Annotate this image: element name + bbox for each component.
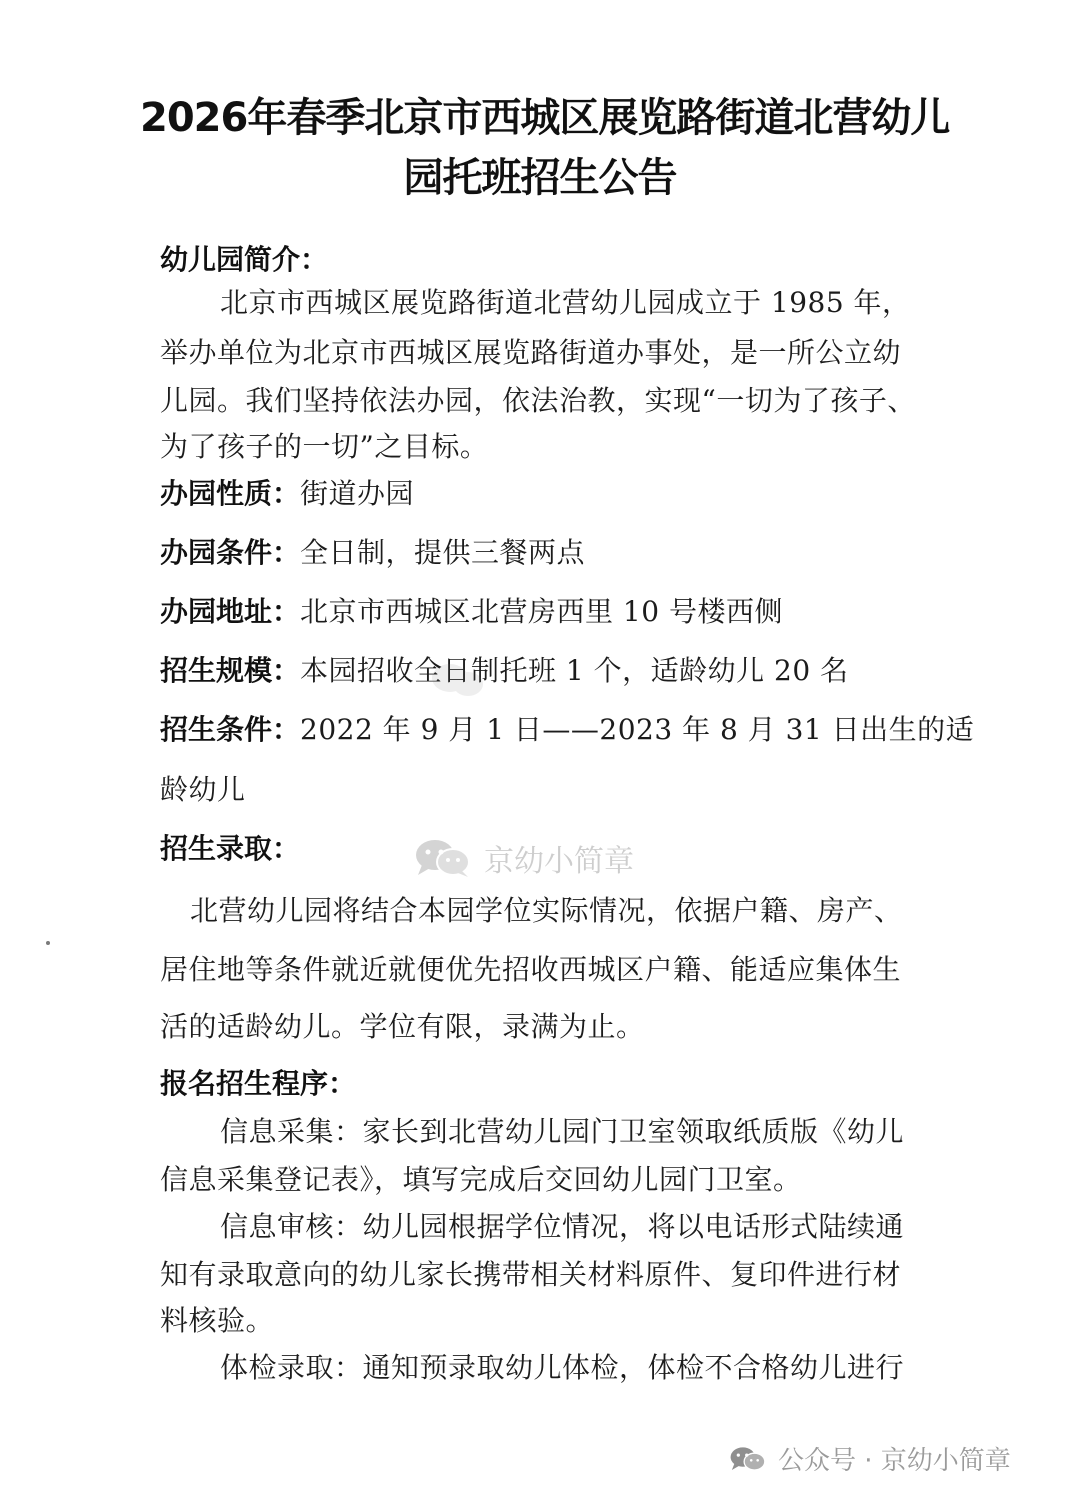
- conditions-value: 全日制，提供三餐两点: [300, 536, 586, 569]
- intro-line-4: 为了孩子的一切”之目标。: [160, 430, 489, 463]
- center-watermark: [412, 836, 634, 880]
- title-line-1: 2026年春季北京市西城区展览路街道北营幼儿: [140, 95, 950, 141]
- scan-dot: [46, 941, 50, 945]
- procedure-heading: 报名招生程序：: [160, 1067, 357, 1100]
- admission-line-1: 北营幼儿园将结合本园学位实际情况，依据户籍、房产、: [190, 894, 903, 927]
- wechat-icon: [428, 660, 488, 700]
- scale-label: 招生规模：: [160, 654, 301, 687]
- faint-watermark: [428, 660, 488, 704]
- conditions-label: 办园条件：: [160, 536, 301, 569]
- conditions-row: [160, 533, 585, 573]
- admission-heading: 招生录取：: [160, 832, 301, 865]
- intro-line-1: 北京市西城区展览路街道北营幼儿园成立于 1985 年，: [220, 286, 911, 319]
- wechat-icon: [412, 837, 474, 879]
- address-value: 北京市西城区北营房西里 10 号楼西侧: [300, 595, 783, 628]
- procedure-line-4: 知有录取意向的幼儿家长携带相关材料原件、复印件进行材: [160, 1258, 902, 1291]
- title-line-2: 园托班招生公告: [403, 155, 677, 201]
- procedure-line-2: 信息采集登记表》，填写完成后交回幼儿园门卫室。: [160, 1163, 802, 1196]
- requirement-value: 2022 年 9 月 1 日——2023 年 8 月 31 日出生的适: [300, 713, 975, 746]
- intro-line-3: 儿园。我们坚持依法办园，依法治教，实现“一切为了孩子、: [160, 384, 916, 417]
- intro-line-2: 举办单位为北京市西城区展览路街道办事处，是一所公立幼: [160, 336, 902, 369]
- footer-watermark: [728, 1440, 1011, 1477]
- address-label: 办园地址：: [160, 595, 301, 628]
- intro-heading: 幼儿园简介：: [160, 243, 329, 276]
- scale-value: 本园招收全日制托班 1 个，适龄幼儿 20 名: [300, 654, 849, 687]
- address-row: [160, 592, 783, 632]
- requirement-label: 招生条件：: [160, 713, 301, 746]
- footer-watermark-text: 公众号 · 京幼小简章: [778, 1446, 1011, 1476]
- scale-row: [160, 651, 849, 691]
- admission-line-3: 活的适龄幼儿。学位有限，录满为止。: [160, 1010, 645, 1043]
- procedure-line-1: 信息采集：家长到北营幼儿园门卫室领取纸质版《幼儿: [220, 1115, 905, 1148]
- nature-label: 办园性质：: [160, 477, 301, 510]
- requirement-row: [160, 710, 974, 750]
- nature-row: [160, 474, 414, 514]
- center-watermark-text: 京幼小简章: [484, 844, 634, 879]
- requirement-line-2: 龄幼儿: [160, 773, 246, 806]
- wechat-icon: [728, 1444, 768, 1474]
- procedure-line-3: 信息审核：幼儿园根据学位情况，将以电话形式陆续通: [220, 1210, 905, 1243]
- nature-value: 街道办园: [300, 477, 415, 510]
- procedure-line-5: 料核验。: [160, 1304, 275, 1337]
- procedure-line-6: 体检录取：通知预录取幼儿体检，体检不合格幼儿进行: [220, 1351, 905, 1384]
- admission-line-2: 居住地等条件就近就便优先招收西城区户籍、能适应集体生: [160, 953, 902, 986]
